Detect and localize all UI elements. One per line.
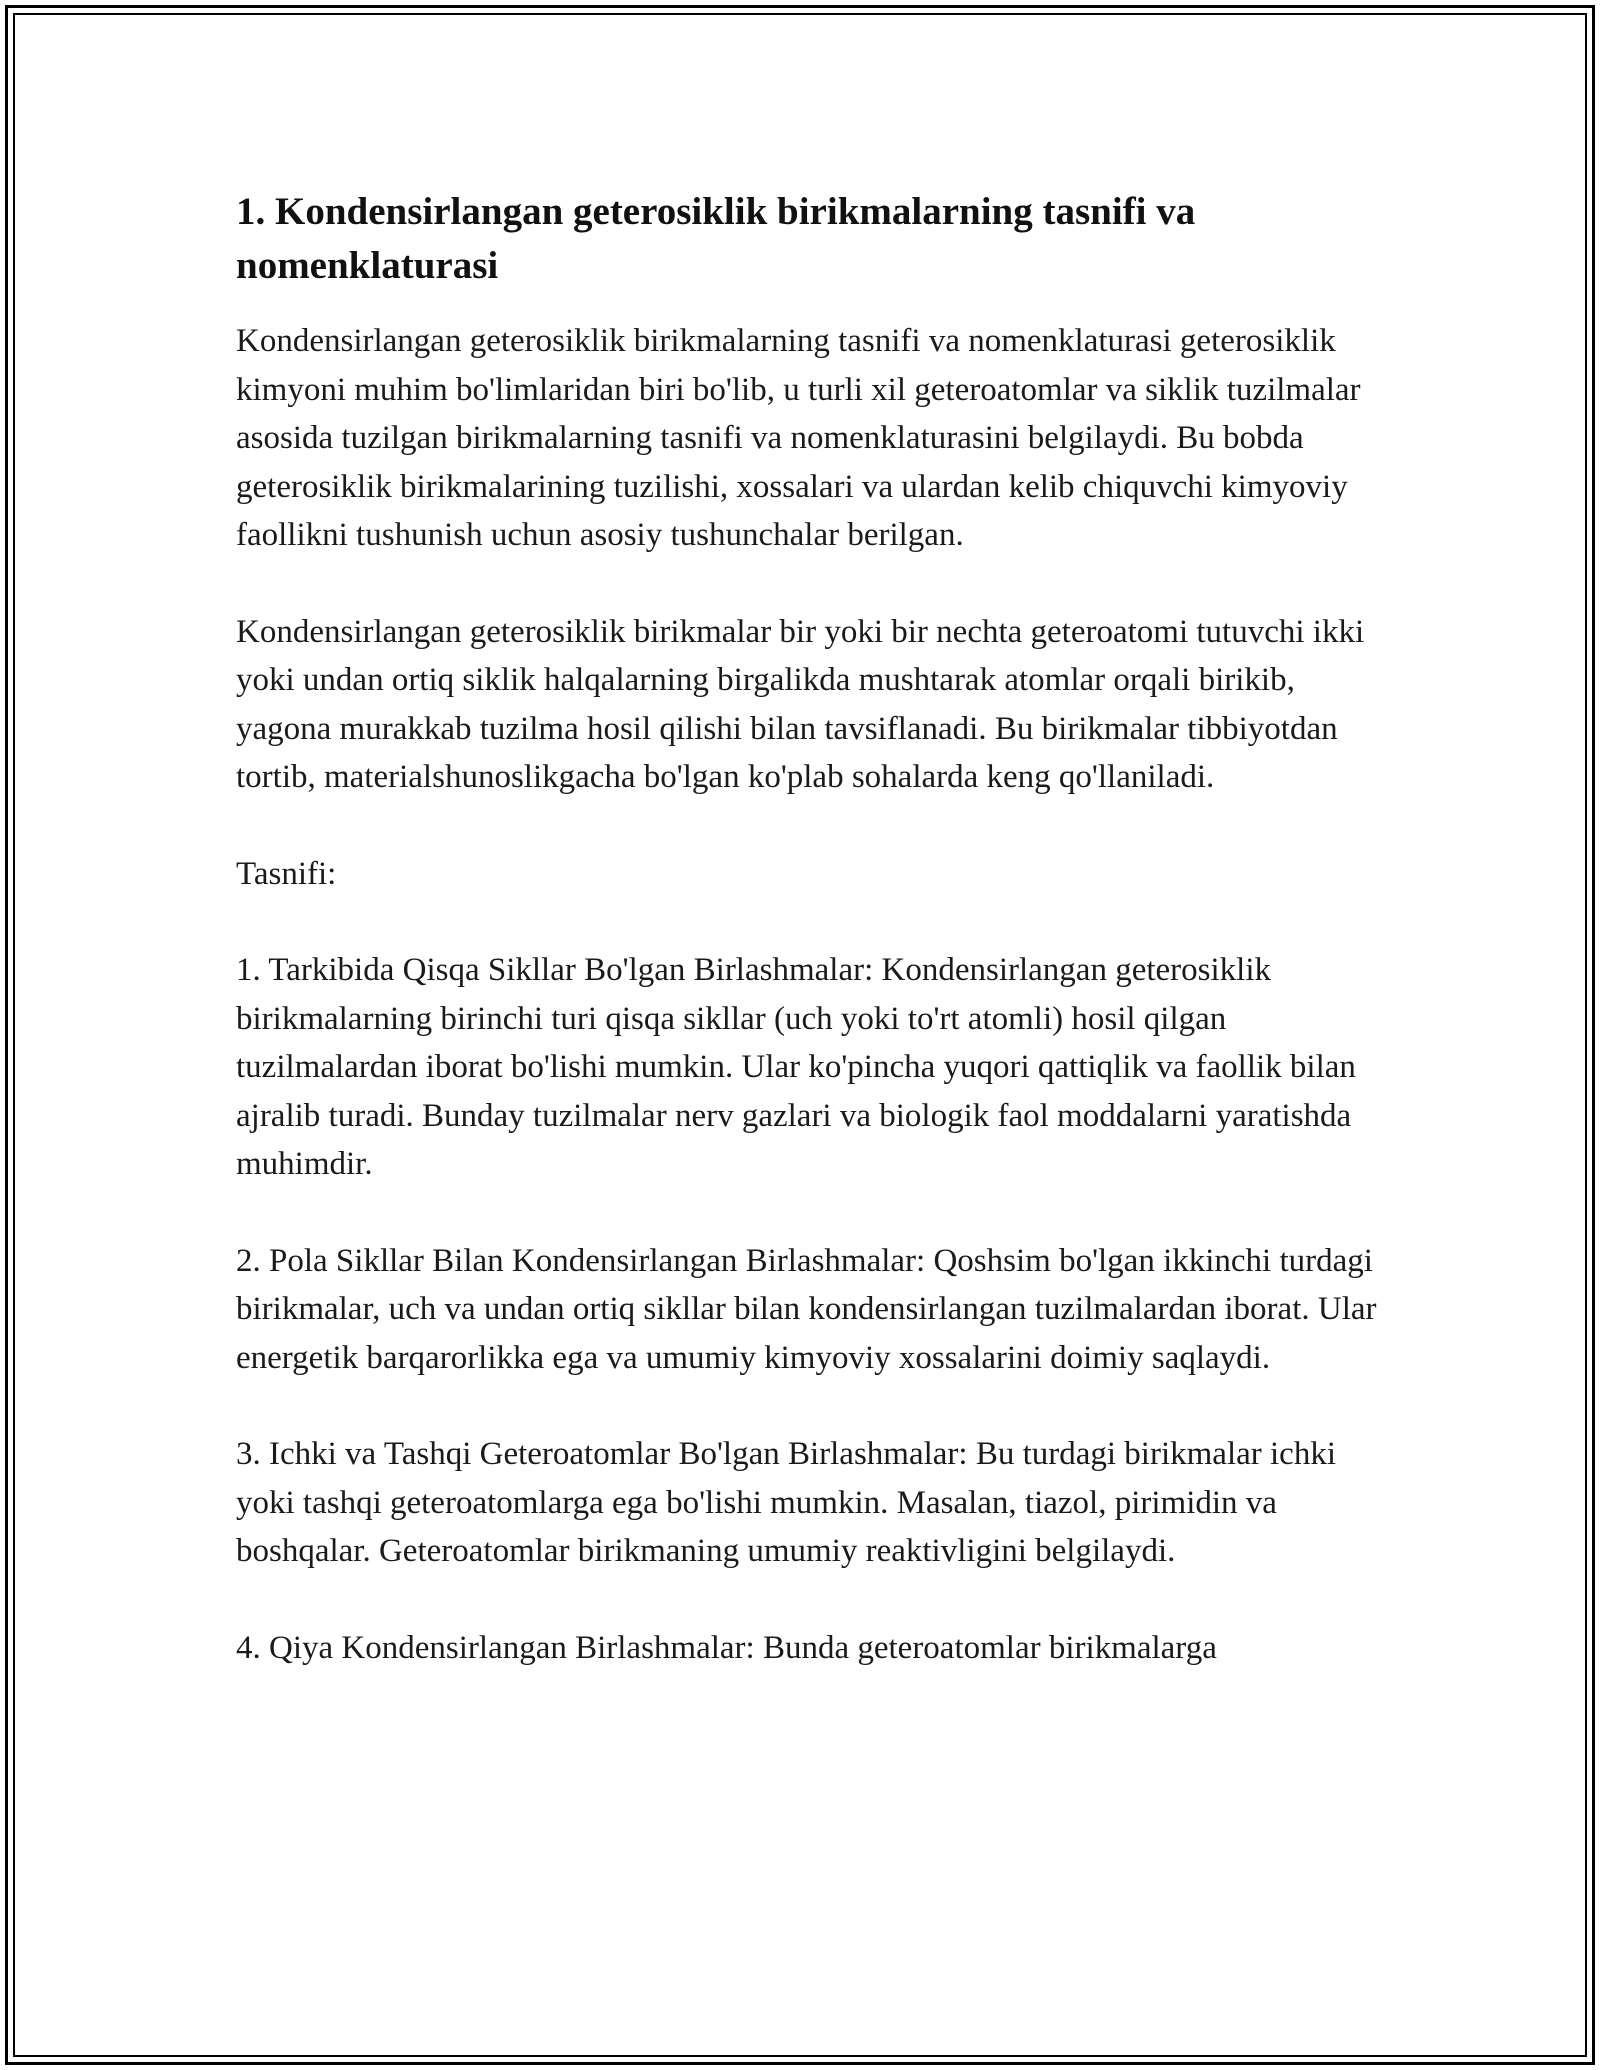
paragraph-item-2: 2. Pola Sikllar Bilan Kondensirlangan Birlashmalar: Qoshsim bo'lgan ikkinchi turdagi birikmalar, uch va undan ortiq sikllar bilan kondensirlangan tuzilmalardan iborat. Ular energetik barqarorlikka ega va umumiy kimyoviy xossalarini doimiy saqlaydi.	[236, 1242, 1377, 1376]
paragraph-intro: Kondensirlangan geterosiklik birikmalarning tasnifi va nomenklaturasi geterosiklik kimyoni muhim bo'limlaridan biri bo'lib, u turli xil geteroatomlar va siklik tuzilmalar asosida tuzilgan birikmalarning tasnifi va nomenklaturasini belgilaydi. Bu bobda geterosiklik birikmalarining tuzilishi, xossalari va ulardan kelib chiquvchi kimyoviy faollikni tushunish uchun asosiy tushunchalar berilgan.	[236, 323, 1361, 553]
paragraph-item-4: 4. Qiya Kondensirlangan Birlashmalar: Bunda geteroatomlar birikmalarga	[236, 1629, 1217, 1666]
paragraph-item-1: 1. Tarkibida Qisqa Sikllar Bo'lgan Birlashmalar: Kondensirlangan geterosiklik birikmalarning birinchi turi qisqa sikllar (uch yoki to'rt atomli) hosil qilgan tuzilmalardan iborat bo'lishi mumkin. Ular ko'pincha yuqori qattiqlik va faollik bilan ajralib turadi. Bunday tuzilmalar nerv gazlari va biologik faol moddalarni yaratishda muhimdir.	[236, 952, 1356, 1182]
paragraph-item-3: 3. Ichki va Tashqi Geteroatomlar Bo'lgan Birlashmalar: Bu turdagi birikmalar ichki yoki tashqi geteroatomlarga ega bo'lishi mumkin. Masalan, tiazol, pirimidin va boshqalar. Geteroatomlar birikmaning umumiy reaktivligini belgilaydi.	[236, 1436, 1336, 1569]
document-body	[236, 185, 1386, 1720]
paragraph-classification-heading: Tasnifi:	[236, 855, 337, 892]
paragraph-definition: Kondensirlangan geterosiklik birikmalar bir yoki bir nechta geteroatomi tutuvchi ikki yoki undan ortiq siklik halqalarning birgalikda mushtarak atomlar orqali birikib, yagona murakkab tuzilma hosil qilishi bilan tavsiflanadi. Bu birikmalar tibbiyotdan tortib, materialshunoslikgacha bo'lgan ko'plab sohalarda keng qo'llaniladi.	[236, 613, 1365, 795]
section-title: 1. Kondensirlangan geterosiklik birikmalarning tasnifi va nomenklaturasi	[236, 190, 1196, 287]
